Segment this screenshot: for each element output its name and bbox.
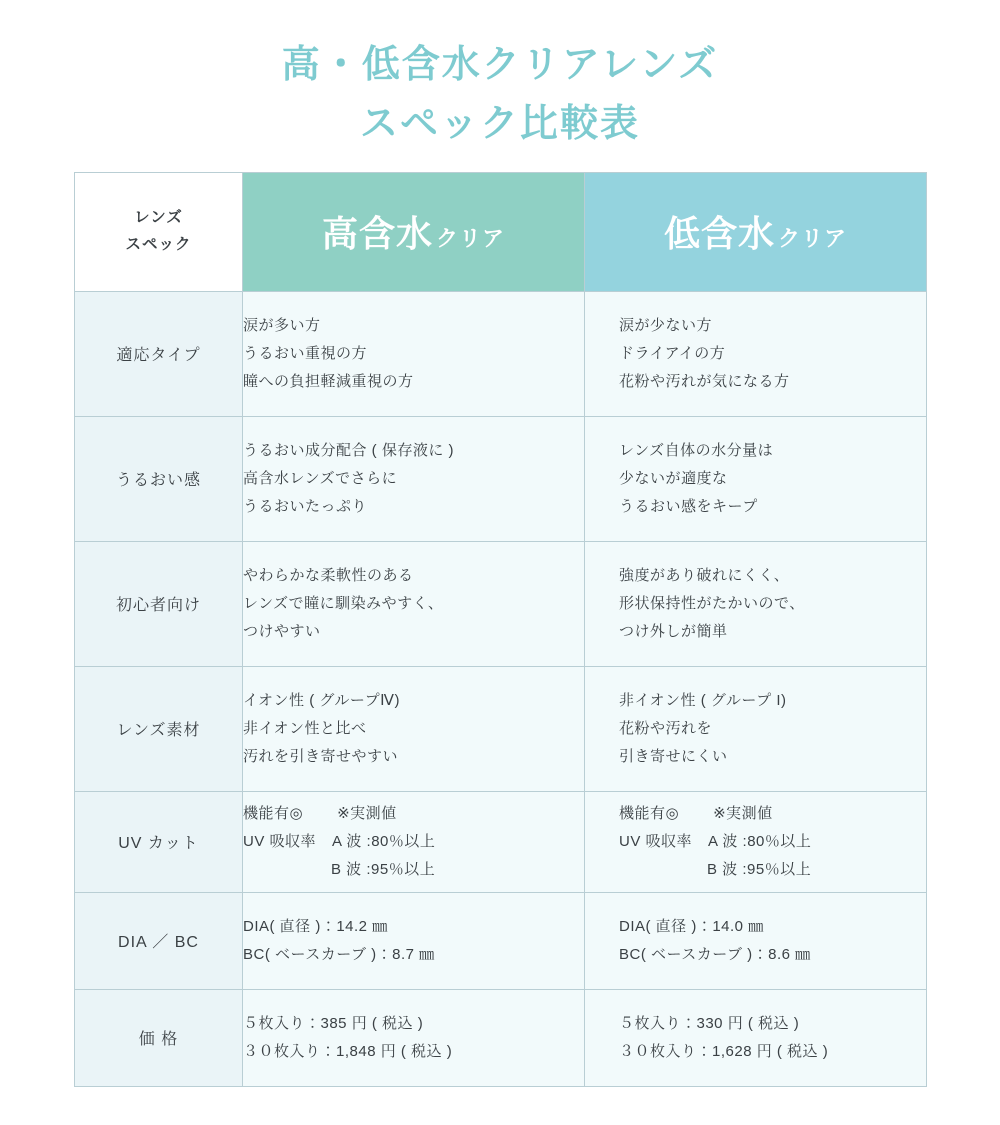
cell-line: うるおい成分配合 ( 保存液に )	[243, 442, 454, 460]
table-row	[75, 291, 927, 416]
cell-line: BC( ベースカーブ )：8.6 ㎜	[619, 945, 811, 963]
table-header-row	[75, 172, 927, 291]
cell-line: うるおいたっぷり	[243, 497, 368, 515]
cell-line: 引き寄せにくい	[619, 747, 728, 765]
cell-line: イオン性 ( グループⅣ)	[243, 692, 401, 710]
cell-low-uv-cut	[585, 791, 927, 892]
table-row	[75, 541, 927, 666]
header-high-water	[243, 172, 585, 291]
uv-function: 機能有◎	[243, 805, 304, 823]
cell-high-beginner	[243, 541, 585, 666]
row-label-dia-bc: DIA ／ BC	[75, 892, 243, 989]
page-title-line-2: スペック比較表	[359, 102, 640, 145]
cell-low-moisture	[585, 416, 927, 541]
header-high-water-main: 高含水	[321, 213, 433, 255]
page-title	[0, 0, 1000, 154]
cell-line	[619, 828, 926, 856]
cell-line: 非イオン性と比べ	[243, 719, 367, 737]
cell-line: DIA( 直径 )：14.2 ㎜	[243, 918, 388, 936]
row-label-material: レンズ素材	[75, 666, 243, 791]
cell-high-fit-type	[243, 291, 585, 416]
uv-function: 機能有◎	[619, 805, 680, 823]
cell-high-uv-cut	[243, 791, 585, 892]
cell-line: 涙が少ない方	[619, 317, 713, 335]
header-lens-spec	[75, 172, 243, 291]
cell-line: 花粉や汚れを	[619, 719, 713, 737]
spec-table-container	[74, 172, 926, 1087]
cell-line: 高含水レンズでさらに	[243, 469, 398, 487]
cell-line: つけやすい	[243, 622, 321, 640]
cell-line: 形状保持性がたかいので、	[619, 594, 805, 612]
cell-high-moisture	[243, 416, 585, 541]
header-lens-spec-line-1: レンズ	[134, 209, 183, 227]
uv-b-wave: B 波 :95％以上	[707, 860, 812, 878]
uv-a-wave: A 波 :80％以上	[332, 832, 436, 850]
page-title-line-1: 高・低含水クリアレンズ	[281, 44, 719, 86]
cell-line	[243, 828, 584, 856]
header-low-water-sub: クリア	[778, 226, 848, 252]
cell-line: 瞳への負担軽減重視の方	[243, 372, 414, 390]
cell-line: やわらかな柔軟性のある	[243, 567, 414, 585]
header-low-water	[585, 172, 927, 291]
cell-line: 汚れを引き寄せやすい	[243, 747, 399, 765]
uv-absorption-label: UV 吸収率	[243, 832, 317, 850]
cell-line: ５枚入り：330 円 ( 税込 )	[619, 1015, 800, 1033]
cell-line: BC( ベースカーブ )：8.7 ㎜	[243, 945, 435, 963]
table-row	[75, 791, 927, 892]
header-high-water-sub: クリア	[436, 226, 506, 252]
cell-line: 少ないが適度な	[619, 469, 728, 487]
table-row	[75, 666, 927, 791]
cell-line: DIA( 直径 )：14.0 ㎜	[619, 918, 764, 936]
cell-high-price	[243, 989, 585, 1086]
cell-low-price	[585, 989, 927, 1086]
cell-low-material	[585, 666, 927, 791]
cell-line: ５枚入り：385 円 ( 税込 )	[243, 1015, 424, 1033]
cell-line: 非イオン性 ( グループ I)	[619, 692, 787, 710]
header-low-water-main: 低含水	[663, 213, 775, 255]
cell-line: ３０枚入り：1,848 円 ( 税込 )	[243, 1042, 453, 1060]
cell-line: レンズで瞳に馴染みやすく、	[243, 594, 444, 612]
uv-note: ※実測値	[337, 805, 397, 823]
row-label-price: 価 格	[75, 989, 243, 1086]
cell-line: 強度があり破れにくく、	[619, 567, 790, 585]
cell-low-fit-type	[585, 291, 927, 416]
uv-a-wave: A 波 :80％以上	[708, 832, 812, 850]
spec-comparison-table	[74, 172, 927, 1087]
header-lens-spec-line-2: スペック	[125, 235, 192, 253]
table-row	[75, 892, 927, 989]
cell-high-dia-bc	[243, 892, 585, 989]
cell-line: レンズ自体の水分量は	[619, 442, 774, 460]
row-label-moisture: うるおい感	[75, 416, 243, 541]
table-row	[75, 989, 927, 1086]
cell-line: 花粉や汚れが気になる方	[619, 372, 790, 390]
cell-line	[243, 800, 584, 828]
cell-line: つけ外しが簡単	[619, 622, 728, 640]
cell-line: ドライアイの方	[619, 344, 726, 362]
row-label-fit-type: 適応タイプ	[75, 291, 243, 416]
uv-b-wave: B 波 :95％以上	[331, 860, 436, 878]
cell-line: うるおい感をキープ	[619, 497, 758, 515]
row-label-uv-cut: UV カット	[75, 791, 243, 892]
row-label-beginner: 初心者向け	[75, 541, 243, 666]
uv-absorption-label: UV 吸収率	[619, 832, 693, 850]
table-row	[75, 416, 927, 541]
cell-low-dia-bc	[585, 892, 927, 989]
cell-low-beginner	[585, 541, 927, 666]
cell-line: 涙が多い方	[243, 317, 321, 335]
cell-line: うるおい重視の方	[243, 344, 368, 362]
cell-line	[619, 800, 926, 828]
uv-note: ※実測値	[713, 805, 773, 823]
cell-line: ３０枚入り：1,628 円 ( 税込 )	[619, 1042, 829, 1060]
cell-high-material	[243, 666, 585, 791]
